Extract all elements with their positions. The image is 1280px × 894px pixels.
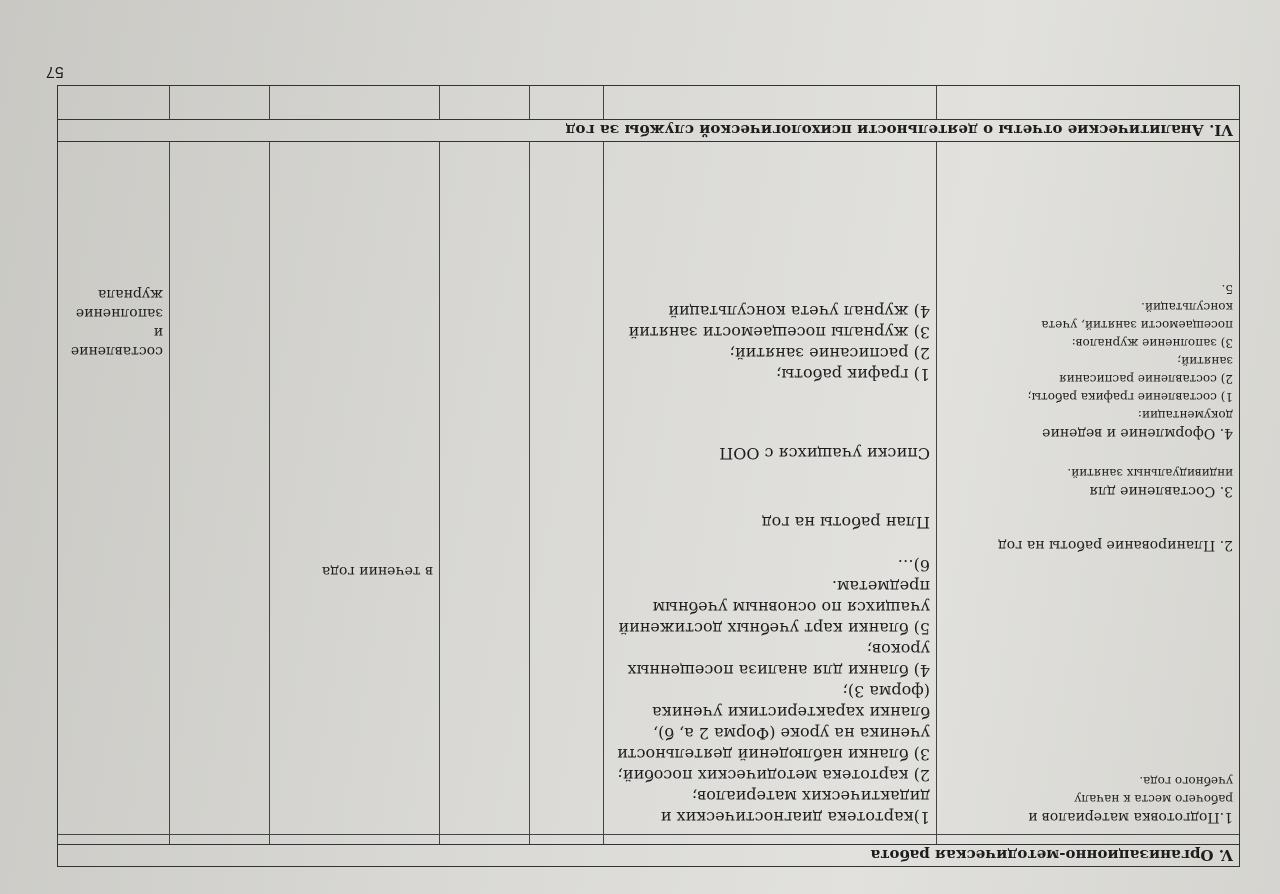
activity-line: учебного года. — [1139, 774, 1233, 788]
activity-item-4: документации: — [1137, 408, 1233, 422]
activity-cell — [936, 142, 1239, 834]
activity-item-3: индивидуальных занятий. — [1067, 466, 1233, 480]
section-vi-heading: VI. Аналитические отчеты о деятельности психологической службы за год — [58, 119, 1239, 141]
materials-line: (форма 3); — [842, 682, 930, 701]
activity-line: 1.Подготовка материалов и — [1028, 809, 1233, 825]
activity-item-4: 2) составление расписания — [1059, 372, 1233, 386]
section-v-heading: V. Организационно-методическая работа — [58, 844, 1239, 866]
form-cell — [56, 142, 169, 834]
form-line: журнала — [98, 286, 163, 302]
docs-line: 1) график работы; — [776, 365, 930, 384]
docs-line: 3) журналы посещаемости занятий — [628, 323, 930, 342]
empty-cell — [439, 142, 529, 834]
materials-line: 5) бланки карт учебных достижений — [618, 619, 930, 638]
plan-text: План работы на год — [761, 513, 930, 532]
term-cell — [269, 142, 439, 834]
materials-line: учащихся по основным учебным — [652, 598, 930, 617]
materials-line: 2) картотека методических пособий; — [617, 766, 930, 785]
term-text: в течении года — [321, 563, 433, 579]
activity-item-4: 4. Оформление и ведение — [1042, 425, 1233, 441]
materials-line: 4) бланки для анализа посещенных — [627, 661, 930, 680]
page-number: 57 — [46, 63, 64, 80]
activity-item-2: 2. Планирование работы на год — [998, 537, 1233, 553]
table-row — [58, 141, 1239, 834]
activity-line: рабочего места к началу — [1074, 792, 1233, 806]
activity-item-4: 3) заполнение журналов: — [1071, 336, 1233, 350]
materials-line: дидактических материалов; — [691, 787, 930, 806]
empty-cell — [529, 142, 603, 834]
form-line: составление — [70, 343, 163, 359]
materials-line: 3) бланки наблюдений деятельности — [617, 745, 930, 764]
activity-item-4: 1) составление графика работы; — [1027, 390, 1233, 404]
docs-line: 2) расписание занятий; — [729, 344, 930, 363]
materials-line: бланки характеристики ученика — [652, 703, 930, 722]
materials-line: 6)… — [897, 556, 930, 575]
activity-item-4: посещаемости занятий, учета — [1041, 318, 1233, 332]
activity-item-4: 5. — [1221, 282, 1233, 296]
activity-item-4: консультаций. — [1141, 300, 1233, 314]
form-line: заполнение — [75, 305, 163, 321]
form-line: и — [153, 324, 163, 340]
work-plan-table — [57, 85, 1240, 867]
materials-line: предметам. — [831, 577, 930, 596]
table-row — [58, 86, 1239, 119]
activity-item-3: 3. Составление для — [1089, 483, 1233, 499]
spacer-row — [58, 834, 1239, 844]
materials-line: уроков; — [866, 640, 930, 659]
docs-line: 4) журнал учета консультаций — [668, 302, 930, 321]
materials-line: 1)картотека диагностических и — [660, 808, 930, 827]
empty-cell — [169, 142, 269, 834]
activity-item-4: занятий; — [1177, 354, 1233, 368]
materials-cell — [603, 142, 936, 834]
materials-line: ученика на уроке (Форма 2 а, б), — [653, 724, 930, 743]
lists-text: Списки учащихся с ООП — [719, 444, 930, 463]
